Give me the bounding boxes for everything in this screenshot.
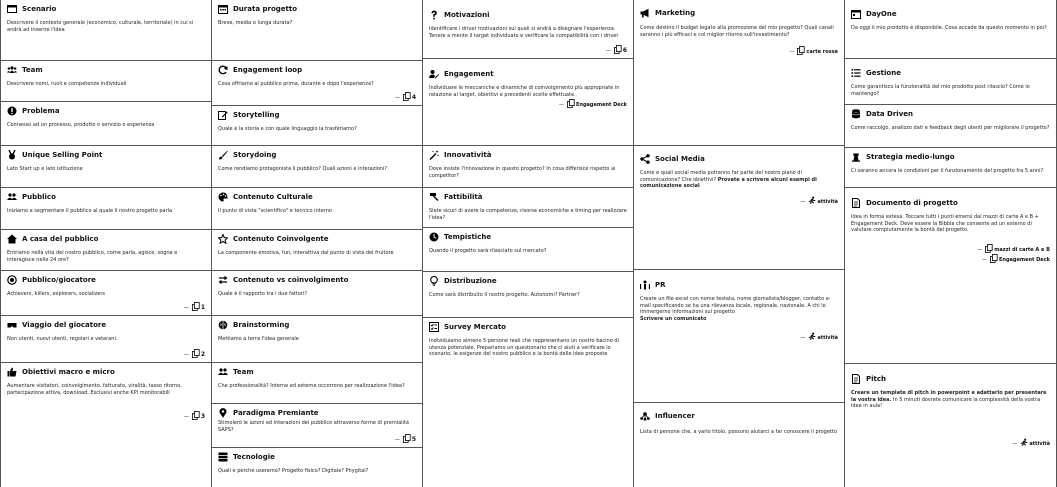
card-description: Aumentare visitatori, coinvolgimento, fatturato, viralità, tasso ritorno, partecipazione attiva, download. Esclusivi anche KPI monitorabili <box>7 383 182 396</box>
card-influencer[interactable] <box>634 403 844 487</box>
card-title: Marketing <box>655 8 696 17</box>
card-title: Obiettivi macro e micro <box>22 367 115 376</box>
users-icon <box>7 65 17 75</box>
server-icon <box>218 452 228 462</box>
card-description: Come garantisco la funzionalità del mio prodotto post rilascio? Come lo mantengo? <box>851 84 1030 97</box>
card-description: Individuiamo almeno 5 persone reali che rappresentano un nostro bacino di utenza potenziale. Prepariamo un questionario che ci aiuti a verificare lo scenario, le esigenze del nostro pubblico e la bontà delle idee proposte <box>429 338 619 357</box>
card-title: Engagement <box>444 69 494 78</box>
card-title: Unique Selling Point <box>22 150 103 159</box>
card-innovativita[interactable] <box>423 146 633 188</box>
card-marketing[interactable] <box>634 0 844 146</box>
card-description: Mettiamo a terra l'idea generale <box>218 336 299 342</box>
card-description: Idea in forma estesa. Toccare tutti i punti emersi dai mazzi di carte A e B + Engagement Deck. Deve essere la Bibbia che consente ad un esterno di valutare compiutamente la bontà del progetto. <box>851 214 1039 233</box>
card-reference: — 6 <box>605 47 627 54</box>
clock-icon <box>429 232 439 242</box>
card-description: Achievers, killers, explorers, socializers <box>7 291 106 297</box>
card-description: Quale è il rapporto tra i due fattori? <box>218 291 308 297</box>
card-storytelling[interactable] <box>212 106 422 146</box>
card-description: Non utenti, nuovi utenti, regolari e veterani. <box>7 336 118 342</box>
card-pubblico[interactable] <box>1 188 211 230</box>
card-durata-progetto[interactable] <box>212 0 422 61</box>
cards-icon <box>985 244 993 253</box>
card-title: Team <box>233 367 254 376</box>
user-edit-icon <box>429 69 439 79</box>
card-tempistiche[interactable] <box>423 228 633 272</box>
card-reference-label: Engagement Deck <box>575 102 627 108</box>
medal-icon <box>7 150 17 160</box>
card-survey-mercato[interactable] <box>423 318 633 487</box>
card-reference-label: attività <box>817 335 838 341</box>
card-pr[interactable] <box>634 270 844 403</box>
cards-icon <box>614 45 622 54</box>
refresh-icon <box>218 65 228 75</box>
card-reference-number: 1 <box>200 304 205 311</box>
document-icon <box>851 198 861 208</box>
card-description: Cosa offriamo al pubblico prima, durante e dopo l'esperienza? <box>218 81 374 87</box>
card-reference-label: attività <box>1029 441 1050 447</box>
card-reference: — 3 <box>183 413 205 420</box>
chess-icon <box>851 152 861 162</box>
cards-icon <box>192 349 200 358</box>
card-gestione[interactable] <box>845 59 1056 105</box>
card-title: Fattibilità <box>444 192 483 201</box>
card-title: Survey Mercato <box>444 322 506 331</box>
running-icon <box>1020 438 1028 447</box>
card-title: Social Media <box>655 154 705 163</box>
card-description: Il punto di vista "scientifico" e tecnico interno <box>218 208 332 214</box>
card-brainstorming[interactable] <box>212 316 422 363</box>
card-title: Paradigma Premiante <box>233 408 319 417</box>
card-reference-number: 6 <box>622 47 627 54</box>
card-title: Contenuto Culturale <box>233 192 313 201</box>
card-description: Quale è la storia e con quale linguaggio la trasferiamo? <box>218 126 357 132</box>
card-description-task: Creare un template di pitch in powerpoint e adattarlo per presentare la vostra idea. <box>851 390 1047 403</box>
card-reference-label: Engagement Deck <box>998 256 1050 263</box>
checklist-icon <box>429 322 439 332</box>
card-title: Engagement loop <box>233 65 303 74</box>
card-description: Lato Start up e lato istituzione <box>7 166 83 172</box>
question-icon <box>429 10 439 20</box>
card-description: Descrivere il contesto generale (economico, culturale, territoriale) in cui si andrà ad inserire l'idea <box>7 20 194 33</box>
card-title: A casa del pubblico <box>22 234 99 243</box>
card-reference: — attività <box>800 332 838 341</box>
card-description: Entriamo nella vita del nostro pubblico, come parla, agisce, sogna e interagisce nelle 24 ore? <box>7 250 178 263</box>
card-dayone[interactable] <box>845 0 1056 59</box>
card-reference-label: attività <box>817 199 838 205</box>
card-description: Come rendiamo protagonista il pubblico? Quali azioni e interazioni? <box>218 166 388 172</box>
users-icon <box>218 367 228 377</box>
card-title: Strategia medio-lungo <box>866 152 955 161</box>
card-description <box>851 390 1050 410</box>
megaphone-icon <box>640 8 650 18</box>
card-a-casa-del-pubblico[interactable] <box>1 230 211 271</box>
card-description <box>640 170 838 190</box>
brush-icon <box>218 150 228 160</box>
card-reference-number: 4 <box>411 94 416 101</box>
target-icon <box>7 275 17 285</box>
cards-icon <box>990 254 998 263</box>
column-1 <box>0 0 212 487</box>
card-description-text: Creare un file excel con nome testata, nome giornalista/blogger, contatto e-mail specificando se ha una rilevanza locale, regionale, nazionale. A chi lo immergerno informazioni sul progetto <box>640 296 831 315</box>
card-description: Come sarà distribuito il nostro progetto. Autonomi? Partner? <box>429 292 580 298</box>
card-title: Tecnologie <box>233 452 275 461</box>
bulb-icon <box>429 276 439 286</box>
card-description: Connesso ad un processo, prodotto o servizio o esperienza <box>7 122 155 128</box>
card-reference: — carte rosse <box>789 46 838 55</box>
card-distribuzione[interactable] <box>423 272 633 318</box>
star-icon <box>218 234 228 244</box>
card-fattibilita[interactable] <box>423 188 633 228</box>
warning-icon <box>7 106 17 116</box>
card-title: PR <box>655 280 666 289</box>
exchange-icon <box>218 275 228 285</box>
card-description: Siete sicuri di avere le competenze, risorse economiche e timing per realizzare l'idea? <box>429 208 627 221</box>
card-title: Problema <box>22 106 60 115</box>
thumbs-up-icon <box>7 367 17 377</box>
hammer-icon <box>429 192 439 202</box>
cards-icon <box>403 92 411 101</box>
card-problema[interactable] <box>1 102 211 146</box>
card-title: Storytelling <box>233 110 280 119</box>
card-description: Individuare le meccaniche e dinamiche di coinvolgimento più appropriate in relazione al target, obiettivi e precedenti scelte effettuate. <box>429 85 620 98</box>
card-reference: — Engagement Deck <box>851 254 1050 263</box>
card-title: Distribuzione <box>444 276 497 285</box>
card-pitch[interactable] <box>845 364 1056 487</box>
card-reference-number: 2 <box>200 351 205 358</box>
cards-icon <box>192 411 200 420</box>
document-icon <box>851 374 861 384</box>
card-engagement[interactable] <box>423 59 633 146</box>
card-pubblico-giocatore[interactable] <box>1 271 211 316</box>
card-reference-label: carte rosse <box>806 49 838 55</box>
card-title: DayOne <box>866 9 897 18</box>
database-icon <box>851 109 861 119</box>
calendar-icon <box>218 4 228 14</box>
card-description: Quando il progetto sarà rilasciato sul mercato? <box>429 248 547 254</box>
card-title: Contenuto Coinvolgente <box>233 234 329 243</box>
card-social-media[interactable] <box>634 146 844 270</box>
list-icon <box>851 68 861 78</box>
card-description: Breve, media o lunga durata? <box>218 20 293 26</box>
card-reference: — 4 <box>394 94 416 101</box>
card-description-text: Come e quali social media potranno far parte del nostro piano di comunicazione? Che obiettivi? <box>640 170 802 183</box>
card-description-text: In 5 minuti dovrete comunicare la complessità della vostra idea in aula! <box>851 396 1041 409</box>
card-description: Identificare i driver motivazioni sui quali si andrà a disegnare l'esperienza. Tenere a mente il target individuato e verificare la compatibilità con i driver <box>429 26 619 39</box>
card-reference: — 5 <box>394 436 416 443</box>
card-title: Team <box>22 65 43 74</box>
card-reference: — 2 <box>183 351 205 358</box>
card-description: Che professionalità? Interne ed esterne occorrono per realizzazione l'idea? <box>218 383 405 389</box>
card-description <box>640 296 838 322</box>
card-title: Viaggio del giocatore <box>22 320 107 329</box>
card-description-task: Scrivere un comunicato <box>640 315 707 322</box>
card-reference-label: mazzi di carte A e B <box>994 246 1050 253</box>
card-description: Dove insiste l'innovazione in questo progetto? In cosa differisce rispetto ai competitor? <box>429 166 616 179</box>
card-title: Motivazioni <box>444 10 490 19</box>
network-icon <box>640 411 650 421</box>
card-title: Storydoing <box>233 150 277 159</box>
card-reference: — mazzi di carte A e B <box>851 244 1050 253</box>
cards-icon <box>797 46 805 55</box>
card-description: Descrivere nomi, ruoli e competenze individuali <box>7 81 127 87</box>
edit-icon <box>218 110 228 120</box>
card-description: Da oggi il mio prodotto è disponibile. Cosa accade da questo momento in poi? <box>851 25 1047 31</box>
window-icon <box>7 4 17 14</box>
card-title: Pitch <box>866 374 887 383</box>
card-title: Scenario <box>22 4 57 13</box>
person-arrows-icon <box>640 280 650 290</box>
card-title: Tempistiche <box>444 232 492 241</box>
card-reference: — 1 <box>183 304 205 311</box>
card-title: Influencer <box>655 411 695 420</box>
card-description: La componente emotiva, fun, interattiva dal punto di vista del fruitore <box>218 250 394 256</box>
card-data-driven[interactable] <box>845 105 1056 148</box>
card-title: Data Driven <box>866 109 913 118</box>
card-title: Pubblico <box>22 192 56 201</box>
card-tecnologie[interactable] <box>212 448 422 487</box>
magic-wand-icon <box>429 150 439 160</box>
card-description: Come raccolgo, analizzo dati e feedback degli utenti per migliorare il progetto? <box>851 125 1050 131</box>
card-team[interactable] <box>1 61 211 102</box>
card-reference-number: 3 <box>200 413 205 420</box>
card-description: Lista di persone che, a vario titolo, possono aiutarci a far conoscere il progetto <box>640 429 837 435</box>
card-title: Pubblico/giocatore <box>22 275 96 284</box>
brain-icon <box>218 320 228 330</box>
audience-icon <box>7 192 17 202</box>
palette-icon <box>218 192 228 202</box>
card-title: Innovatività <box>444 150 492 159</box>
card-title: Durata progetto <box>233 4 298 13</box>
card-scenario[interactable] <box>1 0 211 61</box>
card-contenuto-culturale[interactable] <box>212 188 422 230</box>
card-team-2[interactable] <box>212 363 422 404</box>
card-paradigma-premiante[interactable] <box>212 404 422 448</box>
card-description: Ci saranno ancora le condizioni per il funzionamento del progetto fra 5 anni? <box>851 168 1044 174</box>
card-title: Documento di progetto <box>866 198 958 207</box>
card-description: Come destino il budget legato alla promozione del mio progetto? Quali canali saranno i più efficaci e col miglior ritorno sull'investimento? <box>640 25 834 38</box>
card-viaggio-del-giocatore[interactable] <box>1 316 211 363</box>
share-icon <box>640 154 650 164</box>
card-title: Gestione <box>866 68 901 77</box>
card-title: Contenuto vs coinvolgimento <box>233 275 349 284</box>
card-storydoing[interactable] <box>212 146 422 188</box>
map-pin-icon <box>218 408 228 418</box>
column-4 <box>634 0 845 487</box>
card-title: Brainstorming <box>233 320 290 329</box>
card-description: Quali e perché useremo? Progetto fisico? Digitale? Phygital? <box>218 468 369 474</box>
cards-icon <box>192 302 200 311</box>
card-description: Iniziamo a segmentare il pubblico al quale il nostro progetto parla <box>7 208 173 214</box>
running-icon <box>808 332 816 341</box>
card-motivazioni[interactable] <box>423 0 633 59</box>
card-engagement-loop[interactable] <box>212 61 422 106</box>
card-reference: — Engagement Deck <box>559 99 627 108</box>
card-contenuto-vs-coinvolgimento[interactable] <box>212 271 422 316</box>
card-description: Stimolerò le azioni ed interazioni del pubblico attraverso forme di premialità SAPS? <box>218 420 409 433</box>
column-5 <box>845 0 1057 487</box>
cards-icon <box>567 99 575 108</box>
card-reference: — attività <box>800 196 838 205</box>
card-strategia-medio-lungo[interactable] <box>845 148 1056 188</box>
card-obiettivi-macro-e-micro[interactable] <box>1 363 211 487</box>
home-icon <box>7 234 17 244</box>
card-reference: — attività <box>1012 438 1050 447</box>
running-icon <box>808 196 816 205</box>
column-2 <box>212 0 423 487</box>
column-3 <box>423 0 634 487</box>
card-unique-selling-point[interactable] <box>1 146 211 188</box>
card-contenuto-coinvolgente[interactable] <box>212 230 422 271</box>
card-documento-di-progetto[interactable] <box>845 188 1056 364</box>
cards-icon <box>403 434 411 443</box>
card-reference-number: 5 <box>411 436 416 443</box>
vr-headset-icon <box>7 320 17 330</box>
card-description-task: Provate a scrivere alcuni esempi di comunicazione social <box>640 176 817 189</box>
calendar-icon <box>851 9 861 19</box>
